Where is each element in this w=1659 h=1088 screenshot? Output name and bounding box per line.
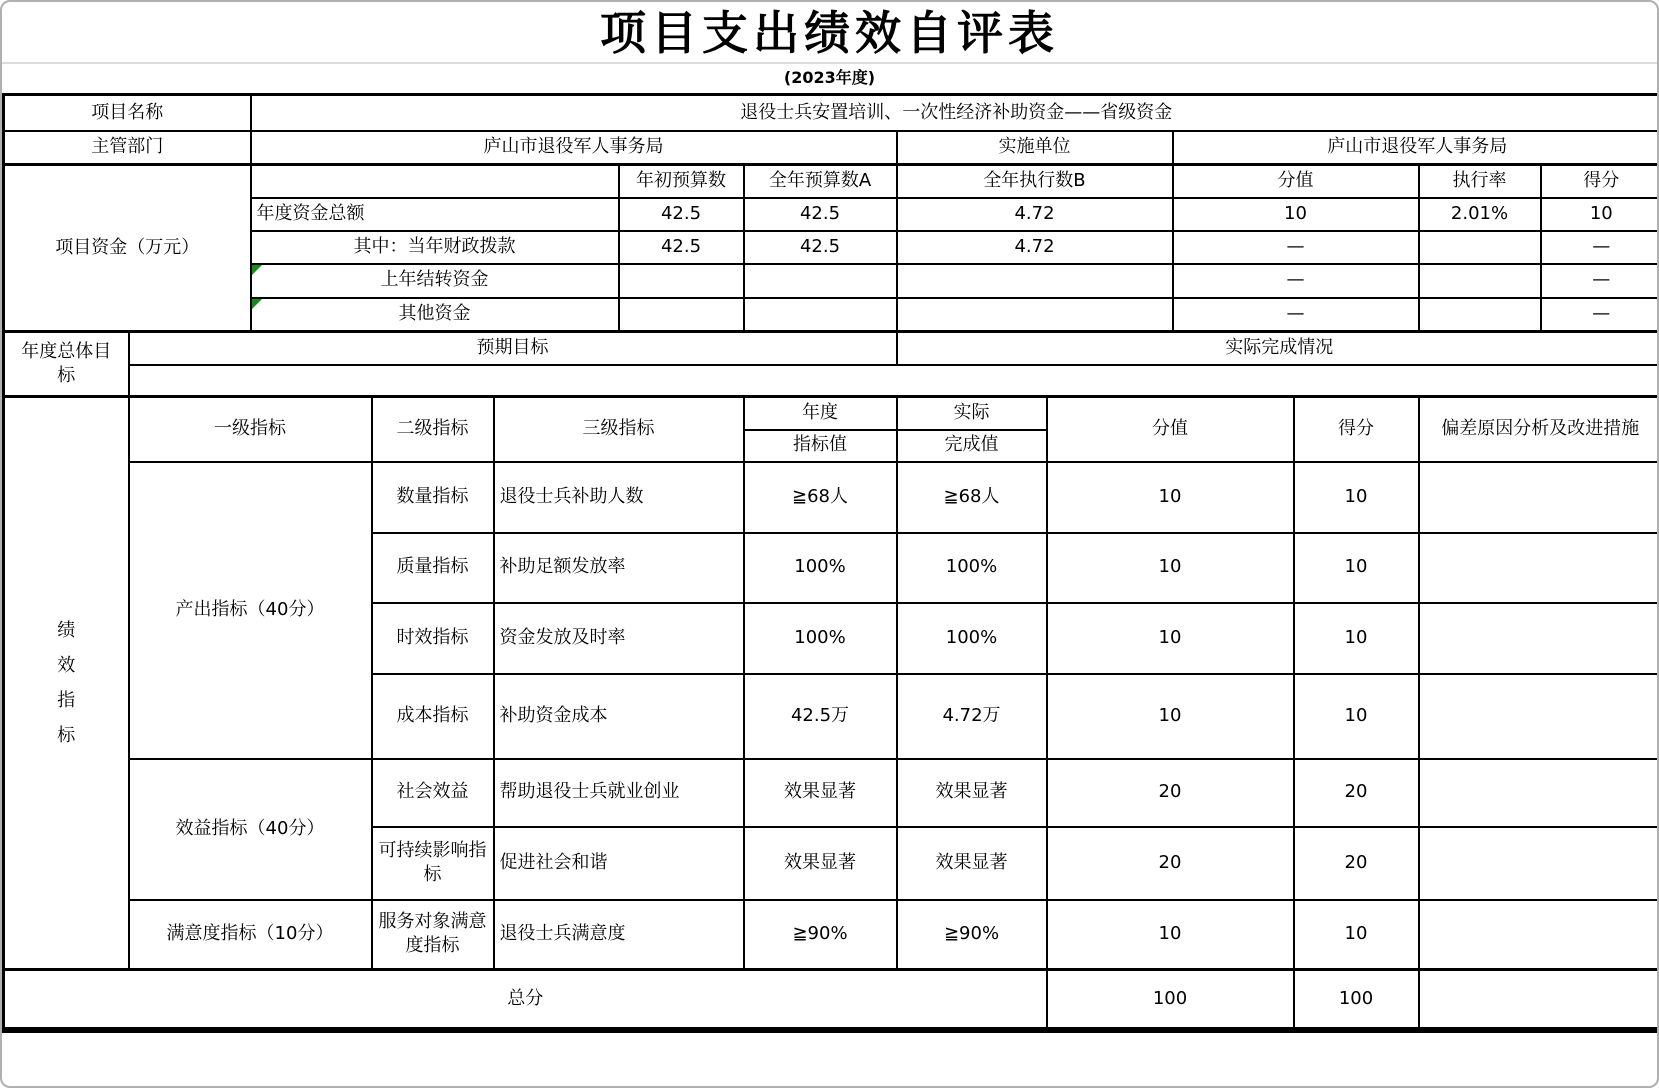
header-level1: 一级指标 [129, 397, 372, 462]
funding-header-initial: 年初预算数 [619, 165, 744, 198]
indicator-row [4, 900, 1659, 970]
indicator-row [4, 462, 1659, 533]
level2-cell: 社会效益 [372, 759, 494, 827]
actual-cell: 效果显著 [897, 759, 1047, 827]
header-target-line2: 指标值 [744, 430, 897, 462]
total-score: 100 [1294, 970, 1419, 1030]
score-cell: 10 [1294, 674, 1419, 759]
score-value-cell: 10 [1047, 674, 1294, 759]
funding-score-value-cell: 10 [1173, 198, 1419, 231]
funding-score-cell: 10 [1541, 198, 1659, 231]
level3-cell: 退役士兵满意度 [494, 900, 744, 970]
funding-row-label: 年度资金总额 [251, 198, 619, 231]
actual-cell: 效果显著 [897, 827, 1047, 900]
level3-cell: 退役士兵补助人数 [494, 462, 744, 533]
level3-cell: 补助足额发放率 [494, 533, 744, 603]
score-value-cell: 20 [1047, 827, 1294, 900]
level2-cell: 可持续影响指标 [372, 827, 494, 900]
level2-cell: 服务对象满意度指标 [372, 900, 494, 970]
project-name-label: 项目名称 [4, 95, 251, 131]
target-cell: ≧68人 [744, 462, 897, 533]
level2-cell: 时效指标 [372, 603, 494, 674]
header-deviation: 偏差原因分析及改进措施 [1419, 397, 1659, 462]
header-score: 得分 [1294, 397, 1419, 462]
score-cell: 10 [1294, 462, 1419, 533]
annual-goal-label-text: 年度总体目标 [21, 340, 112, 386]
funding-initial-cell [619, 298, 744, 332]
actual-cell: 100% [897, 603, 1047, 674]
total-row [4, 970, 1659, 1030]
funding-score-value-cell: — [1173, 298, 1419, 332]
funding-rate-cell [1419, 264, 1541, 298]
funding-executed-cell [897, 298, 1173, 332]
impl-label: 实施单位 [897, 131, 1173, 165]
score-cell: 20 [1294, 759, 1419, 827]
indicator-row [4, 759, 1659, 827]
funding-annual-cell [744, 264, 897, 298]
funding-row [4, 298, 1659, 332]
header-target-line1: 年度 [744, 397, 897, 430]
page-subtitle: (2023年度) [2, 62, 1657, 91]
impl-value: 庐山市退役军人事务局 [1173, 131, 1659, 165]
target-cell: 100% [744, 533, 897, 603]
funding-header-executed: 全年执行数B [897, 165, 1173, 198]
project-name-value: 退役士兵安置培训、一次性经济补助资金——省级资金 [251, 95, 1659, 131]
funding-annual-cell: 42.5 [744, 231, 897, 264]
funding-initial-cell: 42.5 [619, 231, 744, 264]
score-cell: 20 [1294, 827, 1419, 900]
deviation-cell [1419, 900, 1659, 970]
actual-cell: ≧68人 [897, 462, 1047, 533]
header-actual-line1: 实际 [897, 397, 1047, 430]
deviation-cell [1419, 827, 1659, 900]
score-value-cell: 10 [1047, 603, 1294, 674]
level1-cell: 满意度指标（10分） [129, 900, 372, 970]
funding-rate-cell [1419, 231, 1541, 264]
annual-goal-content-row [4, 365, 1659, 397]
funding-row-label: 其他资金 [251, 298, 619, 332]
funding-row [4, 198, 1659, 231]
empty-cell [251, 165, 619, 198]
funding-executed-cell [897, 264, 1173, 298]
actual-cell: ≧90% [897, 900, 1047, 970]
actual-cell: 100% [897, 533, 1047, 603]
funding-score-value-cell: — [1173, 231, 1419, 264]
funding-header-row [4, 165, 1659, 198]
target-cell: 效果显著 [744, 759, 897, 827]
funding-executed-cell: 4.72 [897, 198, 1173, 231]
deviation-cell [1419, 674, 1659, 759]
score-value-cell: 10 [1047, 533, 1294, 603]
funding-rate-cell [1419, 298, 1541, 332]
funding-score-cell: — [1541, 264, 1659, 298]
total-label: 总分 [4, 970, 1047, 1030]
funding-header-score-value: 分值 [1173, 165, 1419, 198]
deviation-cell [1419, 462, 1659, 533]
evaluation-table [2, 93, 1659, 1033]
table-row [4, 95, 1659, 131]
level1-cell: 效益指标（40分） [129, 759, 372, 900]
funding-executed-cell: 4.72 [897, 231, 1173, 264]
total-deviation [1419, 970, 1659, 1030]
level3-cell: 资金发放及时率 [494, 603, 744, 674]
header-level2: 二级指标 [372, 397, 494, 462]
score-cell: 10 [1294, 533, 1419, 603]
target-cell: 效果显著 [744, 827, 897, 900]
page-title: 项目支出绩效自评表 [600, 6, 1059, 60]
score-cell: 10 [1294, 900, 1419, 970]
funding-score-value-cell: — [1173, 264, 1419, 298]
annual-goal-label [4, 332, 129, 397]
actual-cell: 4.72万 [897, 674, 1047, 759]
funding-score-cell: — [1541, 231, 1659, 264]
annual-goal-content [129, 365, 1659, 397]
funding-annual-cell: 42.5 [744, 198, 897, 231]
level2-cell: 数量指标 [372, 462, 494, 533]
funding-header-rate: 执行率 [1419, 165, 1541, 198]
funding-annual-cell [744, 298, 897, 332]
funding-row [4, 231, 1659, 264]
annual-goal-row [4, 332, 1659, 365]
score-value-cell: 20 [1047, 759, 1294, 827]
table-row [4, 131, 1659, 165]
level3-cell: 帮助退役士兵就业创业 [494, 759, 744, 827]
target-cell: 100% [744, 603, 897, 674]
indicator-header-row [4, 397, 1659, 430]
funding-section-label: 项目资金（万元） [4, 165, 251, 332]
target-cell: 42.5万 [744, 674, 897, 759]
deviation-cell [1419, 533, 1659, 603]
total-score-value: 100 [1047, 970, 1294, 1030]
indicator-section-label-text: 绩效指标 [57, 619, 76, 747]
level3-cell: 补助资金成本 [494, 674, 744, 759]
funding-row-label: 其中：当年财政拨款 [251, 231, 619, 264]
deviation-cell [1419, 603, 1659, 674]
level2-cell: 成本指标 [372, 674, 494, 759]
funding-header-annual: 全年预算数A [744, 165, 897, 198]
funding-row-label: 上年结转资金 [251, 264, 619, 298]
header-level3: 三级指标 [494, 397, 744, 462]
dept-label: 主管部门 [4, 131, 251, 165]
score-cell: 10 [1294, 603, 1419, 674]
expected-goal-header: 预期目标 [129, 332, 897, 365]
target-cell: ≧90% [744, 900, 897, 970]
score-value-cell: 10 [1047, 900, 1294, 970]
funding-rate-cell: 2.01% [1419, 198, 1541, 231]
actual-completion-header: 实际完成情况 [897, 332, 1659, 365]
header-score-value: 分值 [1047, 397, 1294, 462]
deviation-cell [1419, 759, 1659, 827]
level1-cell: 产出指标（40分） [129, 462, 372, 759]
funding-header-score: 得分 [1541, 165, 1659, 198]
level3-cell: 促进社会和谐 [494, 827, 744, 900]
header-actual-line2: 完成值 [897, 430, 1047, 462]
funding-initial-cell: 42.5 [619, 198, 744, 231]
score-value-cell: 10 [1047, 462, 1294, 533]
level2-cell: 质量指标 [372, 533, 494, 603]
funding-row [4, 264, 1659, 298]
indicator-section-label [4, 397, 129, 970]
dept-value: 庐山市退役军人事务局 [251, 131, 897, 165]
funding-score-cell: — [1541, 298, 1659, 332]
funding-initial-cell [619, 264, 744, 298]
